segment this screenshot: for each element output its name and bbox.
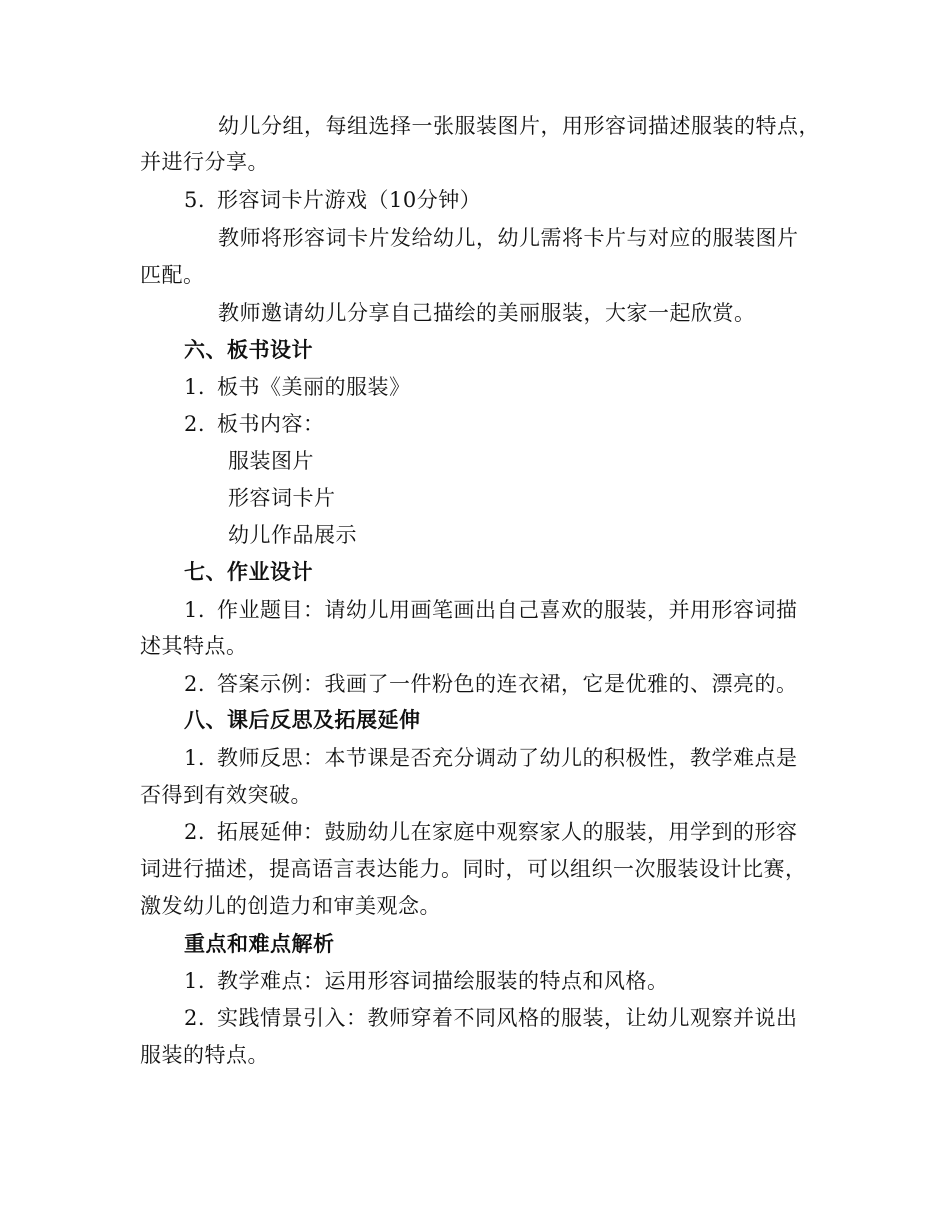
list-number: 1. <box>184 375 206 399</box>
list-item <box>184 818 798 846</box>
list-item-text: 作业题目：请幼儿用画笔画出自己喜欢的服装，并用形容词描 <box>217 598 798 622</box>
paragraph-line: 幼儿分组，每组选择一张服装图片，用形容词描述服装的特点， <box>218 114 820 138</box>
sub-item: 形容词卡片 <box>228 486 336 510</box>
section-heading: 六、板书设计 <box>184 338 313 362</box>
list-item <box>184 670 798 698</box>
list-item <box>184 410 325 438</box>
list-item-5 <box>184 186 481 214</box>
list-number: 5. <box>184 188 206 212</box>
sub-item: 幼儿作品展示 <box>228 523 357 547</box>
paragraph-line: 并进行分享。 <box>140 150 269 174</box>
list-number: 2. <box>184 412 206 436</box>
list-item <box>184 744 798 772</box>
list-number: 1. <box>184 969 206 993</box>
list-number: 2. <box>184 820 206 844</box>
list-number: 2. <box>184 672 206 696</box>
paragraph-line: 服装的特点。 <box>140 1043 269 1067</box>
list-item-text: 实践情景引入：教师穿着不同风格的服装，让幼儿观察并说出 <box>217 1006 798 1030</box>
paragraph-line: 否得到有效突破。 <box>140 783 312 807</box>
list-item-text: 板书内容： <box>217 412 325 436</box>
list-item-text: 拓展延伸：鼓励幼儿在家庭中观察家人的服装，用学到的形容 <box>217 820 798 844</box>
paragraph-line: 述其特点。 <box>140 634 248 658</box>
paragraph-line: 匹配。 <box>140 263 205 287</box>
paragraph-line: 教师邀请幼儿分享自己描绘的美丽服装，大家一起欣赏。 <box>218 301 756 325</box>
list-number: 1. <box>184 746 206 770</box>
list-item-text: 形容词卡片游戏（10分钟） <box>217 188 482 212</box>
list-item <box>184 596 798 624</box>
section-heading: 八、课后反思及拓展延伸 <box>184 708 421 732</box>
section-heading: 重点和难点解析 <box>184 932 335 956</box>
list-number: 2. <box>184 1006 206 1030</box>
paragraph-line: 词进行描述，提高语言表达能力。同时，可以组织一次服装设计比赛， <box>140 857 807 881</box>
list-number: 1. <box>184 598 206 622</box>
paragraph-line: 激发幼儿的创造力和审美观念。 <box>140 894 441 918</box>
sub-item: 服装图片 <box>228 449 314 473</box>
list-item-text: 答案示例：我画了一件粉色的连衣裙，它是优雅的、漂亮的。 <box>217 672 798 696</box>
list-item <box>184 1004 798 1032</box>
paragraph-line: 教师将形容词卡片发给幼儿，幼儿需将卡片与对应的服装图片 <box>218 226 799 250</box>
list-item-text: 教师反思：本节课是否充分调动了幼儿的积极性，教学难点是 <box>217 746 798 770</box>
list-item <box>184 967 669 995</box>
list-item-text: 板书《美丽的服装》 <box>217 375 411 399</box>
list-item <box>184 373 411 401</box>
list-item-text: 教学难点：运用形容词描绘服装的特点和风格。 <box>217 969 669 993</box>
section-heading: 七、作业设计 <box>184 560 313 584</box>
